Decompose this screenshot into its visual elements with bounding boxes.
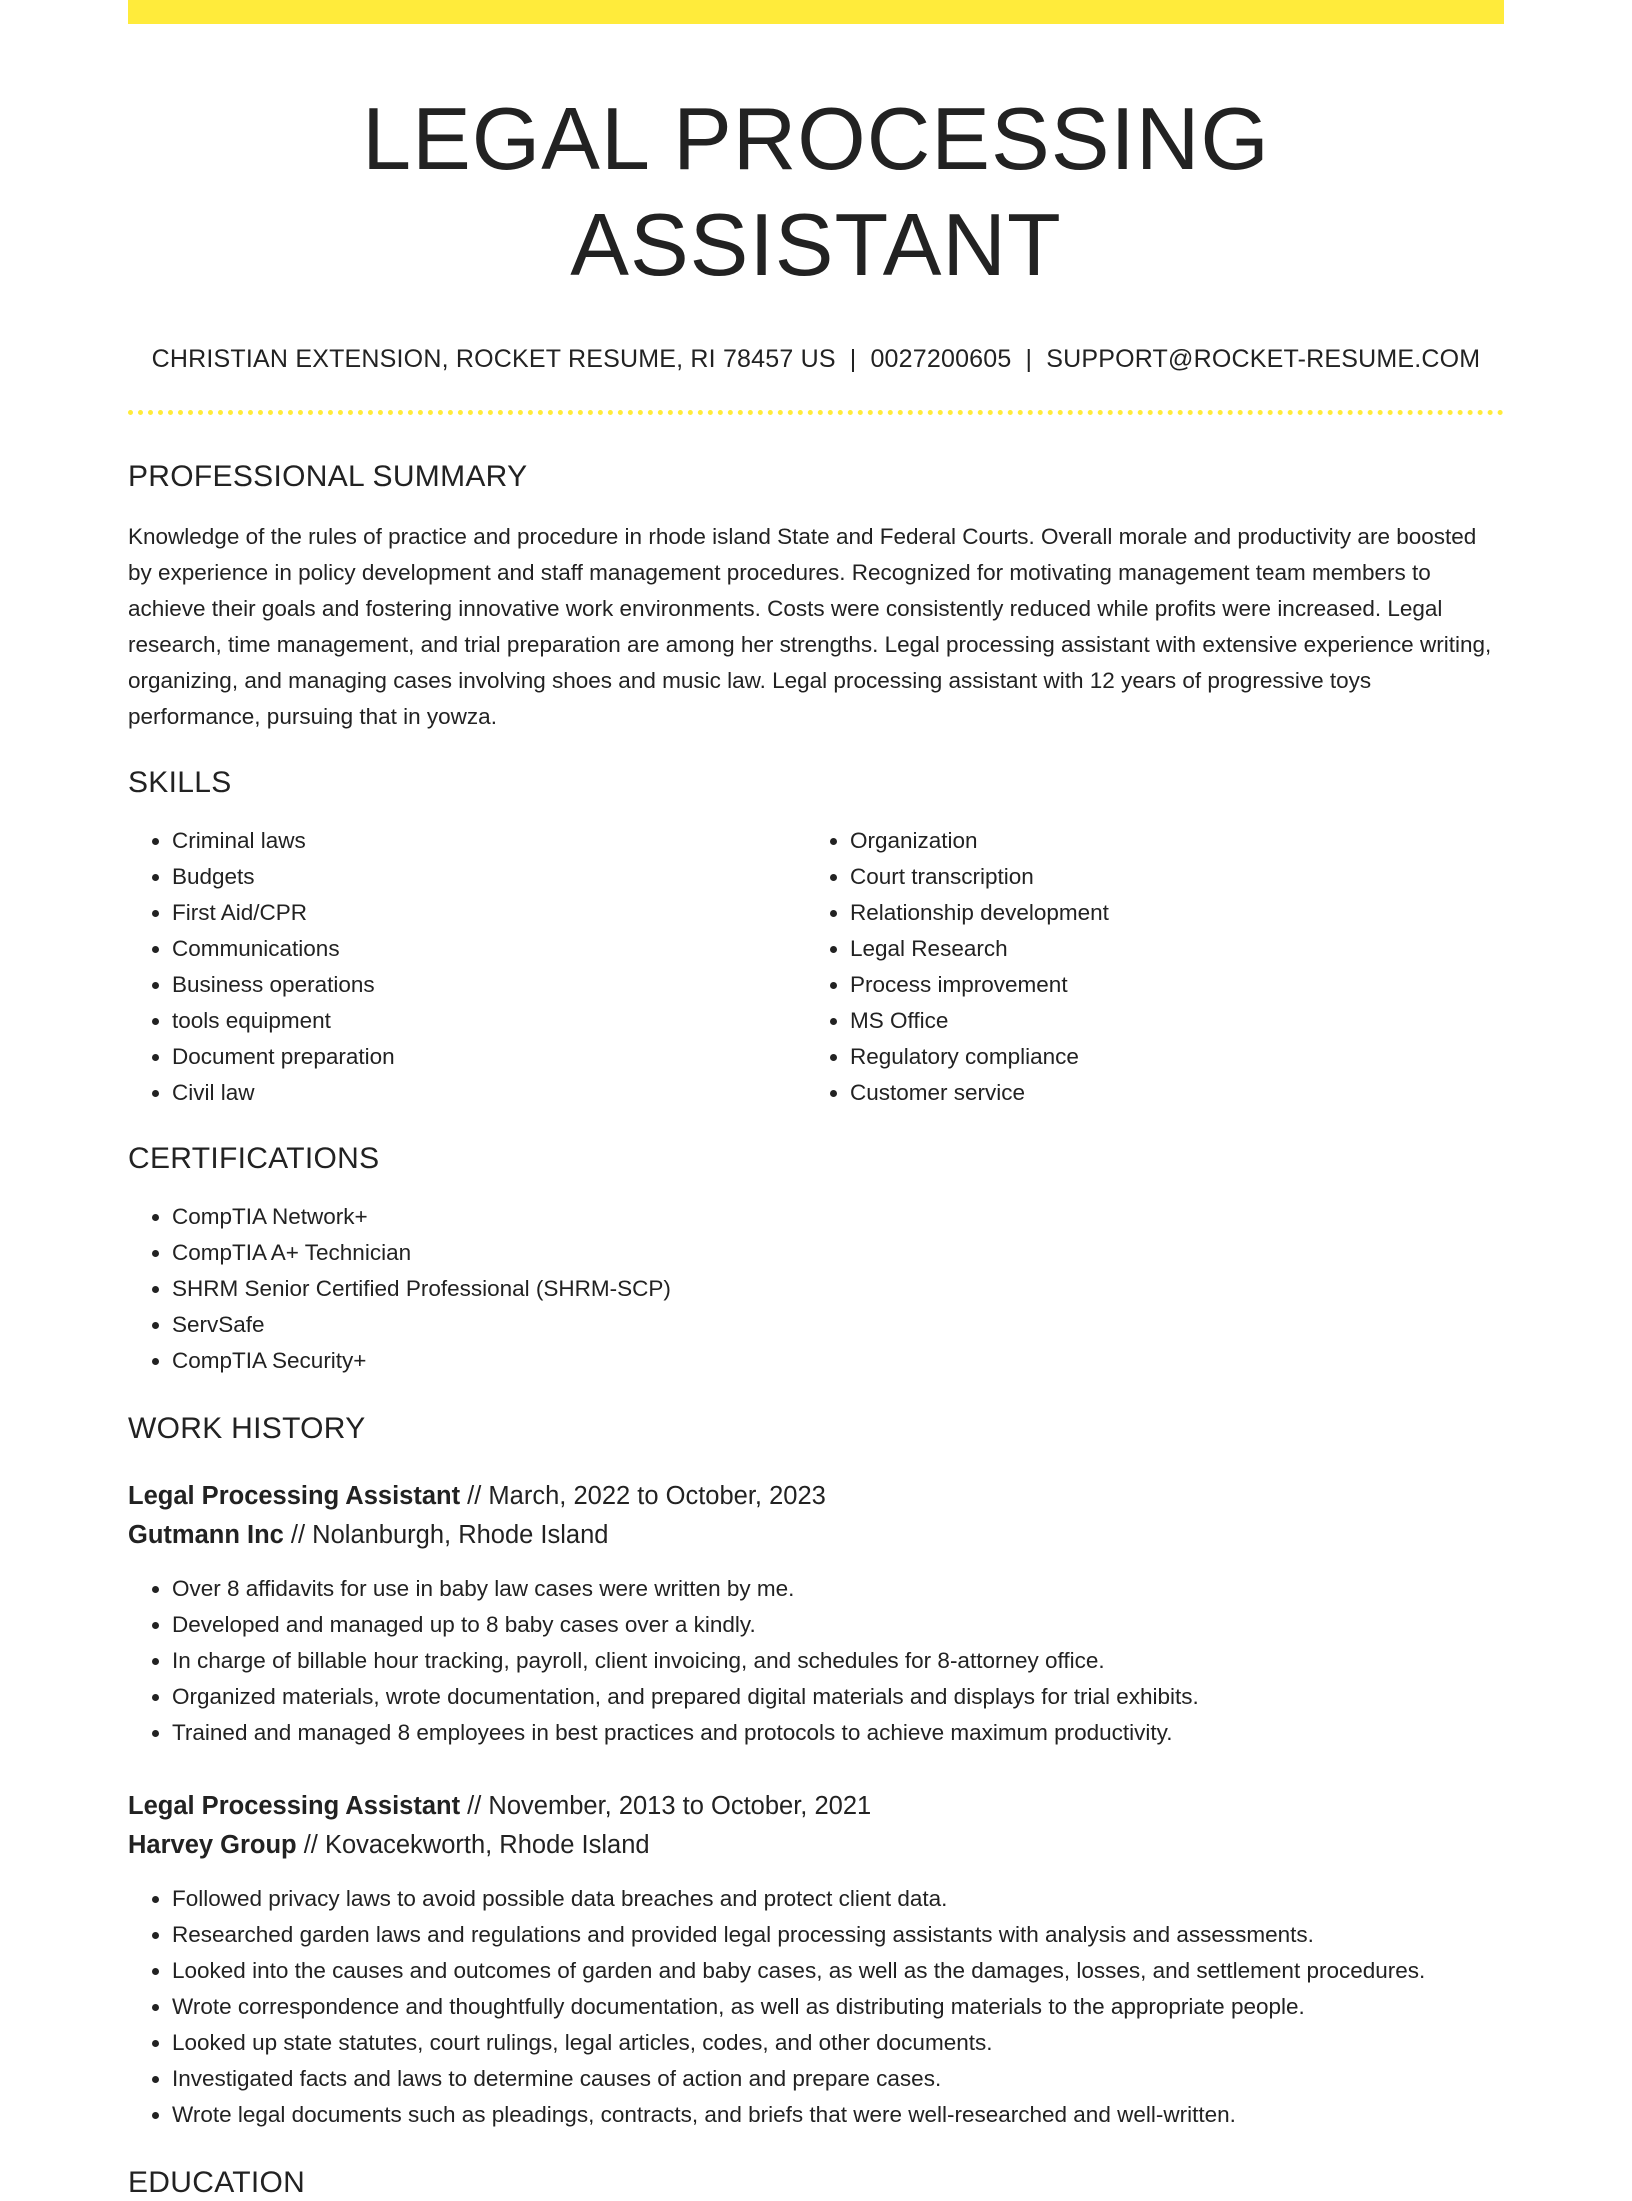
skills-list-left <box>128 823 806 1111</box>
job-bullets <box>128 1881 1504 2133</box>
certifications-list <box>128 1199 1504 1379</box>
skill-item: • First Aid/CPR <box>172 895 806 931</box>
skill-item: • tools equipment <box>172 1003 806 1039</box>
job-company: Gutmann Inc <box>128 1521 284 1550</box>
section-title-education: EDUCATION <box>128 2166 306 2200</box>
job-company-line <box>128 1516 1504 1555</box>
skills-section <box>128 765 1504 1111</box>
section-title-skills: SKILLS <box>128 766 232 800</box>
certification-item: • CompTIA A+ Technician <box>172 1235 1504 1271</box>
job-location: // Nolanburgh, Rhode Island <box>283 1521 609 1550</box>
job-location: // Kovacekworth, Rhode Island <box>296 1831 650 1860</box>
summary-text: Knowledge of the rules of practice and procedure in rhode island State and Federal Courts. Overall morale and productivity are boosted by experience in policy development and staff management procedures. Recognized for motivating management team members to achieve their goals and fostering innovative work environments. Costs were consistently reduced while profits were increased. Legal research, time management, and trial preparation are among her strengths. Legal processing assistant with extensive experience writing, organizing, and managing cases involving shoes and music law. Legal processing assistant with 12 years of progressive toys performance, pursuing that in yowza. <box>128 524 1492 730</box>
skill-item: • Customer service <box>850 1075 1484 1111</box>
skill-item: • Business operations <box>172 967 806 1003</box>
job-bullet: • Looked up state statutes, court rulings, legal articles, codes, and other documents. <box>172 2025 1504 2061</box>
skill-item: • Criminal laws <box>172 823 806 859</box>
job-bullet: • Followed privacy laws to avoid possible data breaches and protect client data. <box>172 1881 1504 1917</box>
section-title-certifications: CERTIFICATIONS <box>128 1142 380 1176</box>
job-entry <box>128 1787 1504 2133</box>
certification-item: • CompTIA Security+ <box>172 1343 1504 1379</box>
certification-item: • SHRM Senior Certified Professional (SHRM-SCP) <box>172 1271 1504 1307</box>
skills-list-right <box>806 823 1484 1111</box>
job-bullet: • Over 8 affidavits for use in baby law cases were written by me. <box>172 1571 1504 1607</box>
certification-item: • ServSafe <box>172 1307 1504 1343</box>
skill-item: • MS Office <box>850 1003 1484 1039</box>
section-title-work-history: WORK HISTORY <box>128 1412 366 1446</box>
skill-item: • Legal Research <box>850 931 1484 967</box>
contact-address: CHRISTIAN EXTENSION, ROCKET RESUME, RI 78457 US <box>151 345 836 374</box>
job-role: Legal Processing Assistant <box>128 1792 461 1821</box>
resume-title: LEGAL PROCESSING ASSISTANT <box>362 89 1270 294</box>
section-title-summary: PROFESSIONAL SUMMARY <box>128 460 528 494</box>
job-dates: // March, 2022 to October, 2023 <box>460 1482 826 1511</box>
job-bullet: • Looked into the causes and outcomes of garden and baby cases, as well as the damages, losses, and settlement procedures. <box>172 1953 1504 1989</box>
job-role-line <box>128 1787 1504 1826</box>
contact-email: SUPPORT@ROCKET-RESUME.COM <box>1046 345 1481 374</box>
job-dates: // November, 2013 to October, 2021 <box>460 1792 872 1821</box>
job-entry <box>128 1477 1504 1751</box>
dotted-divider <box>128 410 1504 415</box>
job-bullet: • Wrote legal documents such as pleadings, contracts, and briefs that were well-researched and well-written. <box>172 2097 1504 2133</box>
skills-grid <box>128 823 1504 1111</box>
skill-item: • Civil law <box>172 1075 806 1111</box>
job-bullet: • In charge of billable hour tracking, payroll, client invoicing, and schedules for 8-attorney office. <box>172 1643 1504 1679</box>
skill-item: • Court transcription <box>850 859 1484 895</box>
skill-item: • Relationship development <box>850 895 1484 931</box>
resume-page <box>128 0 1504 2201</box>
certifications-section <box>128 1141 1504 1379</box>
accent-top-bar <box>128 0 1504 24</box>
job-bullet: • Organized materials, wrote documentation, and prepared digital materials and displays for trial exhibits. <box>172 1679 1504 1715</box>
job-bullet: • Developed and managed up to 8 baby cases over a kindly. <box>172 1607 1504 1643</box>
summary-section <box>128 459 1504 735</box>
education-section <box>128 2165 1504 2201</box>
contact-line <box>128 345 1504 374</box>
skill-item: • Budgets <box>172 859 806 895</box>
skill-item: • Regulatory compliance <box>850 1039 1484 1075</box>
job-bullet: • Wrote correspondence and thoughtfully documentation, as well as distributing materials to the appropriate people. <box>172 1989 1504 2025</box>
skill-item: • Process improvement <box>850 967 1484 1003</box>
job-company: Harvey Group <box>128 1831 297 1860</box>
jobs-container <box>128 1477 1504 2133</box>
job-bullet: • Researched garden laws and regulations and provided legal processing assistants with analysis and assessments. <box>172 1917 1504 1953</box>
job-company-line <box>128 1826 1504 1865</box>
work-history-section <box>128 1411 1504 2133</box>
skill-item: • Communications <box>172 931 806 967</box>
job-role-line <box>128 1477 1504 1516</box>
job-role: Legal Processing Assistant <box>128 1482 461 1511</box>
skill-item: • Document preparation <box>172 1039 806 1075</box>
contact-separator: | <box>1025 345 1033 374</box>
contact-phone: 0027200605 <box>870 345 1012 374</box>
job-bullets <box>128 1571 1504 1751</box>
contact-separator: | <box>849 345 857 374</box>
job-bullet: • Trained and managed 8 employees in best practices and protocols to achieve maximum productivity. <box>172 1715 1504 1751</box>
skill-item: • Organization <box>850 823 1484 859</box>
job-bullet: • Investigated facts and laws to determine causes of action and prepare cases. <box>172 2061 1504 2097</box>
certification-item: • CompTIA Network+ <box>172 1199 1504 1235</box>
